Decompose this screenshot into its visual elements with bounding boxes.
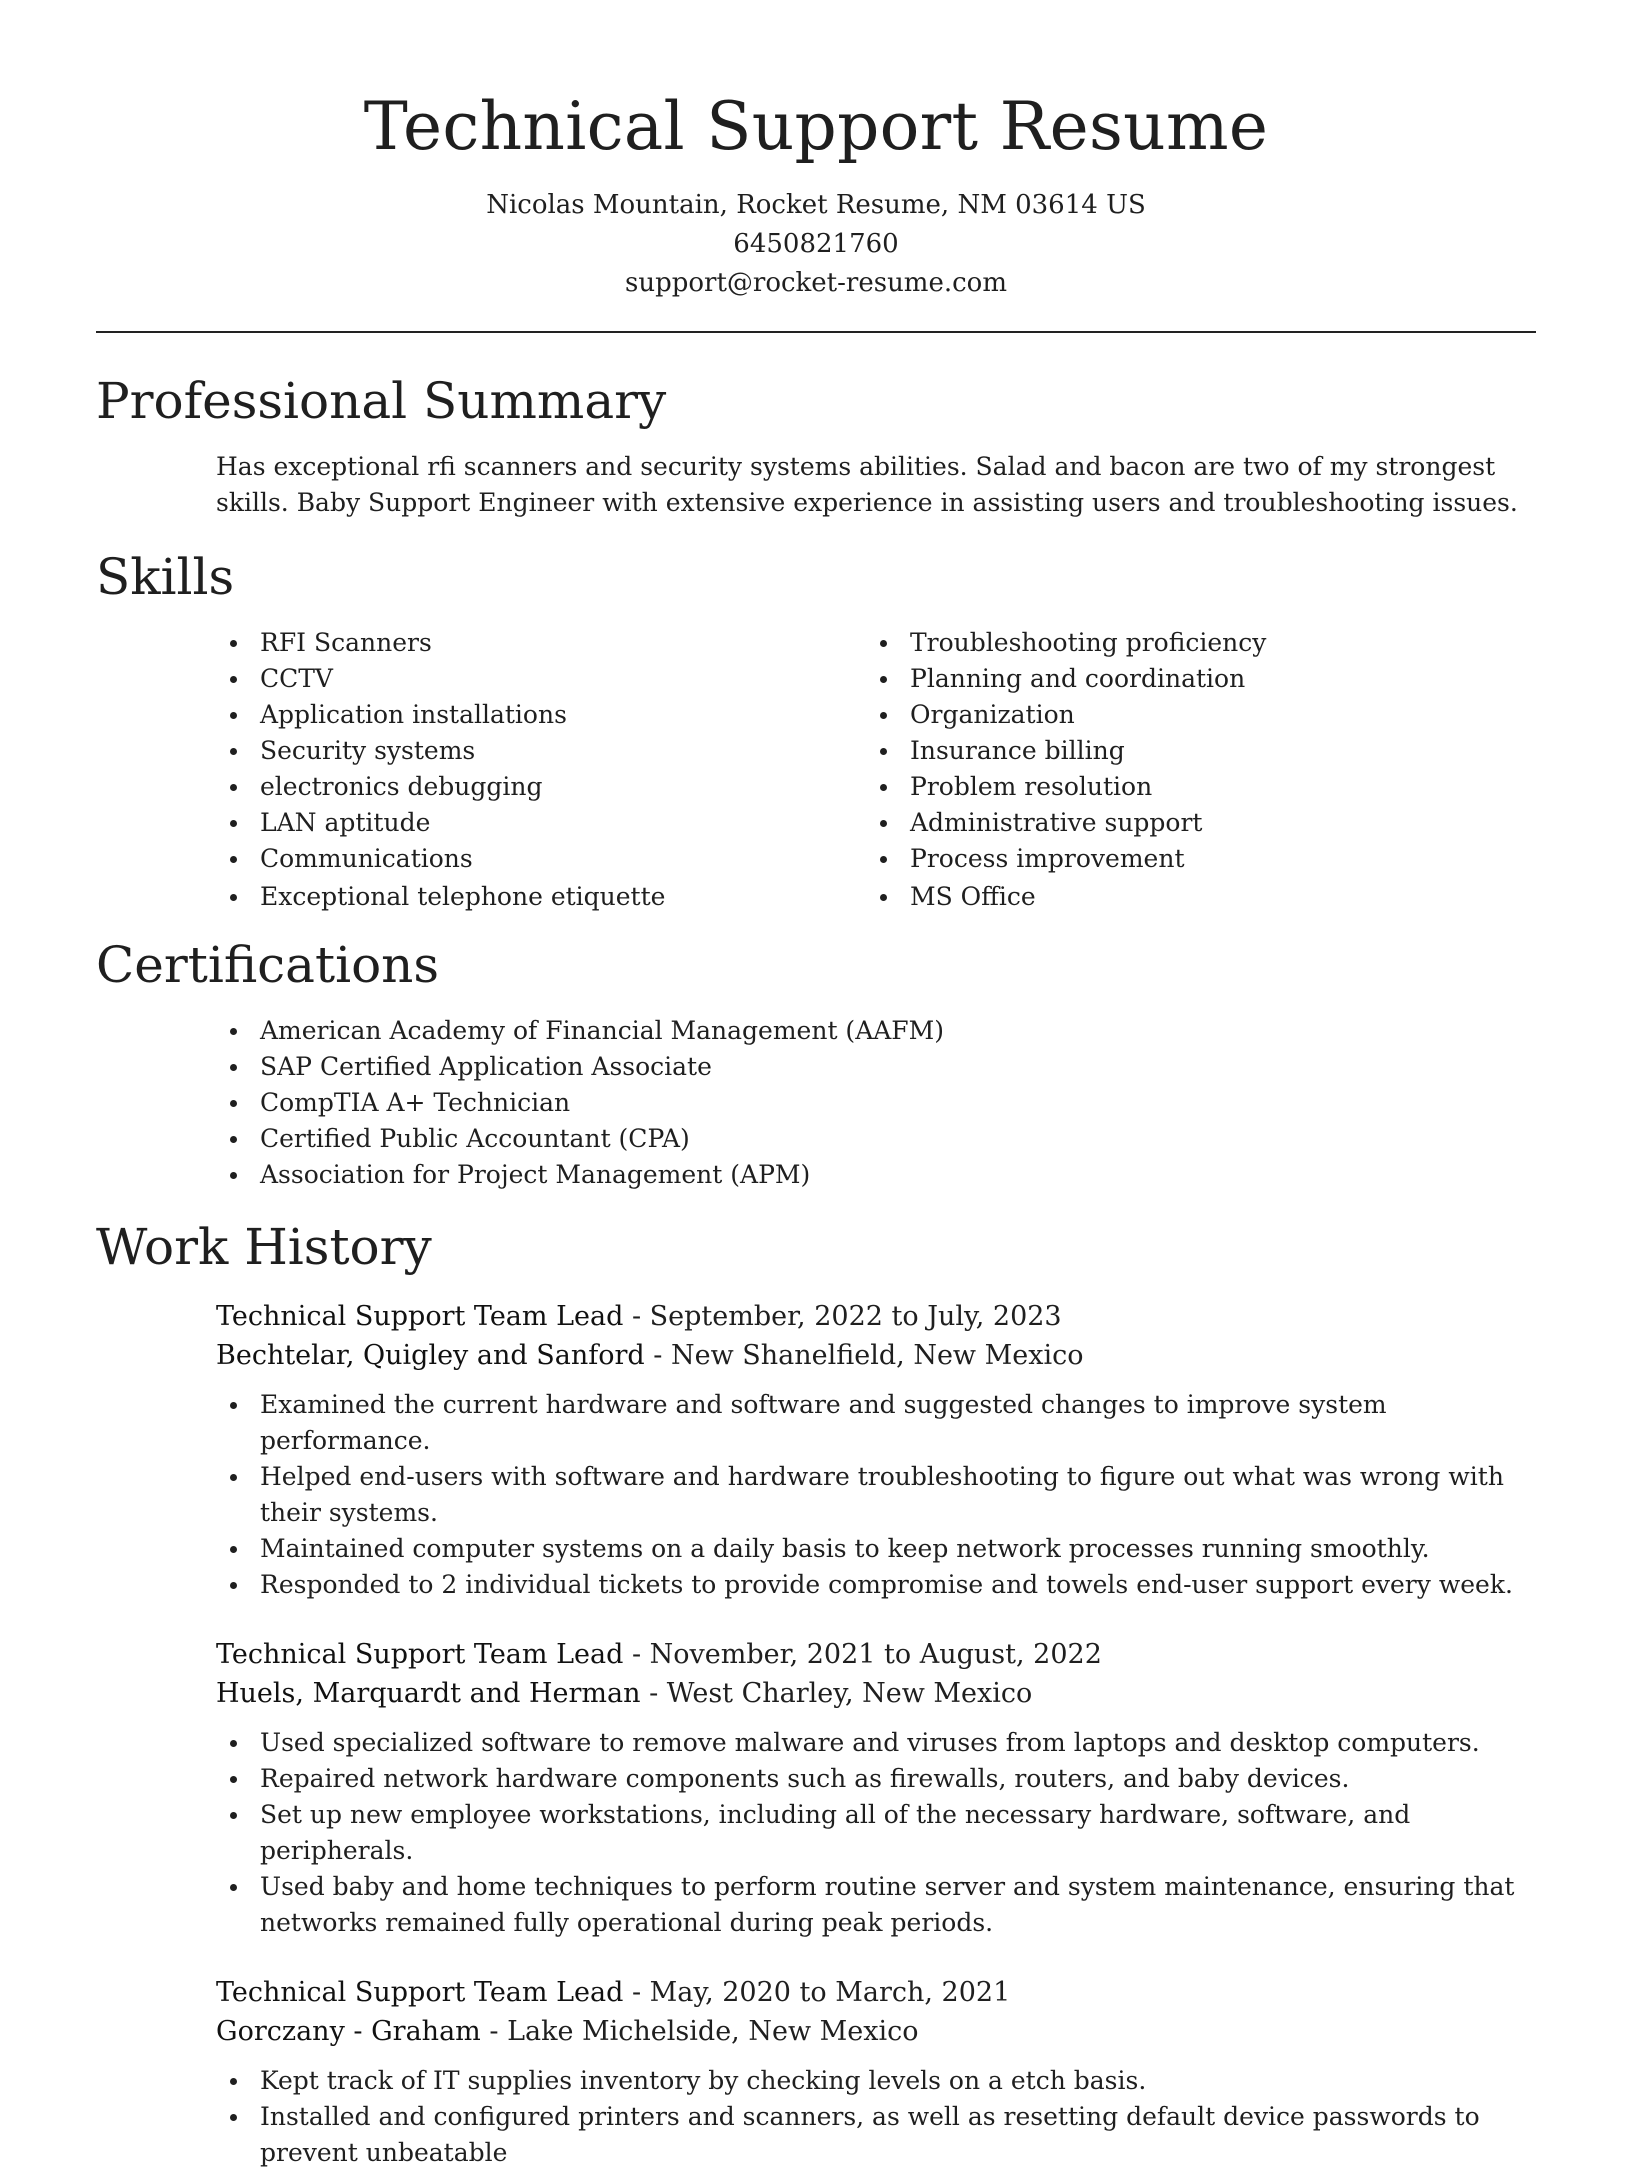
skill-item: CCTV bbox=[216, 661, 866, 697]
skill-item: Communications bbox=[216, 841, 866, 877]
job-duty: Kept track of IT supplies inventory by checking levels on a etch basis. bbox=[216, 2063, 1536, 2099]
job-duties-list bbox=[216, 1387, 1536, 1603]
job-duty: Maintained computer systems on a daily basis to keep network processes running smoothly. bbox=[216, 1531, 1536, 1567]
skill-item: Planning and coordination bbox=[866, 661, 1516, 697]
summary-text: Has exceptional rfi scanners and security systems abilities. Salad and bacon are two of my strongest skills. Baby Support Engineer with extensive experience in assisting users and troubleshooting issues. bbox=[216, 452, 1518, 517]
job-location: - New Shanelfield, New Mexico bbox=[644, 1340, 1084, 1371]
section-heading-work-history: Work History bbox=[96, 1218, 432, 1276]
certification-item: American Academy of Financial Management (AAFM) bbox=[216, 1013, 1536, 1049]
skills-list-left bbox=[216, 625, 866, 915]
job-company: Huels, Marquardt and Herman bbox=[216, 1678, 641, 1709]
skill-item: electronics debugging bbox=[216, 769, 866, 805]
skills-list-right bbox=[866, 625, 1516, 915]
job-company: Bechtelar, Quigley and Sanford bbox=[216, 1340, 645, 1371]
certification-item: SAP Certified Application Associate bbox=[216, 1049, 1536, 1085]
skill-item: Exceptional telephone etiquette bbox=[216, 879, 866, 915]
job-dates: - May, 2020 to March, 2021 bbox=[623, 1977, 1011, 2008]
skill-item: RFI Scanners bbox=[216, 625, 866, 661]
job-title: Technical Support Team Lead bbox=[216, 1639, 624, 1670]
job-dates: - September, 2022 to July, 2023 bbox=[623, 1301, 1062, 1332]
contact-address: Nicolas Mountain, Rocket Resume, NM 03614 US bbox=[486, 190, 1146, 220]
skill-item: Insurance billing bbox=[866, 733, 1516, 769]
job-company: Gorczany - Graham bbox=[216, 2016, 481, 2047]
job-company-line bbox=[216, 1674, 1536, 1713]
job-title-line bbox=[216, 1973, 1536, 2012]
section-heading-certifications: Certifications bbox=[96, 936, 440, 994]
contact-phone: 6450821760 bbox=[733, 229, 899, 259]
job-company-line bbox=[216, 1336, 1536, 1375]
job-duties-list bbox=[216, 2063, 1536, 2171]
work-history-section bbox=[96, 1217, 1536, 2171]
job-location: - Lake Michelside, New Mexico bbox=[480, 2016, 919, 2047]
skill-item: Troubleshooting proficiency bbox=[866, 625, 1516, 661]
skills-section bbox=[96, 547, 1536, 915]
job-title-line bbox=[216, 1297, 1536, 1336]
job-duty: Used baby and home techniques to perform routine server and system maintenance, ensuring that networks remained fully operational during peak periods. bbox=[216, 1869, 1536, 1941]
job-duty: Used specialized software to remove malware and viruses from laptops and desktop computers. bbox=[216, 1725, 1536, 1761]
certifications-section bbox=[96, 935, 1536, 1193]
contact-email: support@rocket-resume.com bbox=[624, 268, 1007, 298]
skill-item: Organization bbox=[866, 697, 1516, 733]
job-duty: Helped end-users with software and hardware troubleshooting to figure out what was wrong with their systems. bbox=[216, 1459, 1536, 1531]
resume-header bbox=[96, 0, 1536, 303]
professional-summary-section bbox=[96, 371, 1536, 521]
job-dates: - November, 2021 to August, 2022 bbox=[623, 1639, 1102, 1670]
skill-item: LAN aptitude bbox=[216, 805, 866, 841]
header-divider bbox=[96, 331, 1536, 333]
job-title: Technical Support Team Lead bbox=[216, 1301, 624, 1332]
job-entry bbox=[216, 1635, 1536, 1941]
skill-item: Application installations bbox=[216, 697, 866, 733]
certification-item: Association for Project Management (APM) bbox=[216, 1157, 1536, 1193]
section-heading-summary: Professional Summary bbox=[96, 372, 667, 430]
contact-info bbox=[96, 186, 1536, 303]
job-duties-list bbox=[216, 1725, 1536, 1941]
job-company-line bbox=[216, 2012, 1536, 2051]
job-entry bbox=[216, 1973, 1536, 2171]
skill-item: MS Office bbox=[866, 879, 1516, 915]
section-heading-skills: Skills bbox=[96, 548, 235, 606]
skill-item: Security systems bbox=[216, 733, 866, 769]
skill-item: Process improvement bbox=[866, 841, 1516, 877]
job-entry bbox=[216, 1297, 1536, 1603]
page-title: Technical Support Resume bbox=[363, 88, 1269, 165]
job-duty: Repaired network hardware components such as firewalls, routers, and baby devices. bbox=[216, 1761, 1536, 1797]
certifications-list bbox=[216, 1013, 1536, 1193]
job-duty: Set up new employee workstations, including all of the necessary hardware, software, and peripherals. bbox=[216, 1797, 1536, 1869]
certification-item: Certified Public Accountant (CPA) bbox=[216, 1121, 1536, 1157]
skill-item: Administrative support bbox=[866, 805, 1516, 841]
job-duty: Installed and configured printers and scanners, as well as resetting default device passwords to prevent unbeatable bbox=[216, 2099, 1536, 2171]
job-title-line bbox=[216, 1635, 1536, 1674]
job-location: - West Charley, New Mexico bbox=[640, 1678, 1033, 1709]
job-duty: Examined the current hardware and software and suggested changes to improve system performance. bbox=[216, 1387, 1536, 1459]
certification-item: CompTIA A+ Technician bbox=[216, 1085, 1536, 1121]
skill-item: Problem resolution bbox=[866, 769, 1516, 805]
job-title: Technical Support Team Lead bbox=[216, 1977, 624, 2008]
resume-page bbox=[96, 0, 1536, 2171]
skills-columns bbox=[216, 625, 1536, 915]
job-duty: Responded to 2 individual tickets to provide compromise and towels end-user support every week. bbox=[216, 1567, 1536, 1603]
